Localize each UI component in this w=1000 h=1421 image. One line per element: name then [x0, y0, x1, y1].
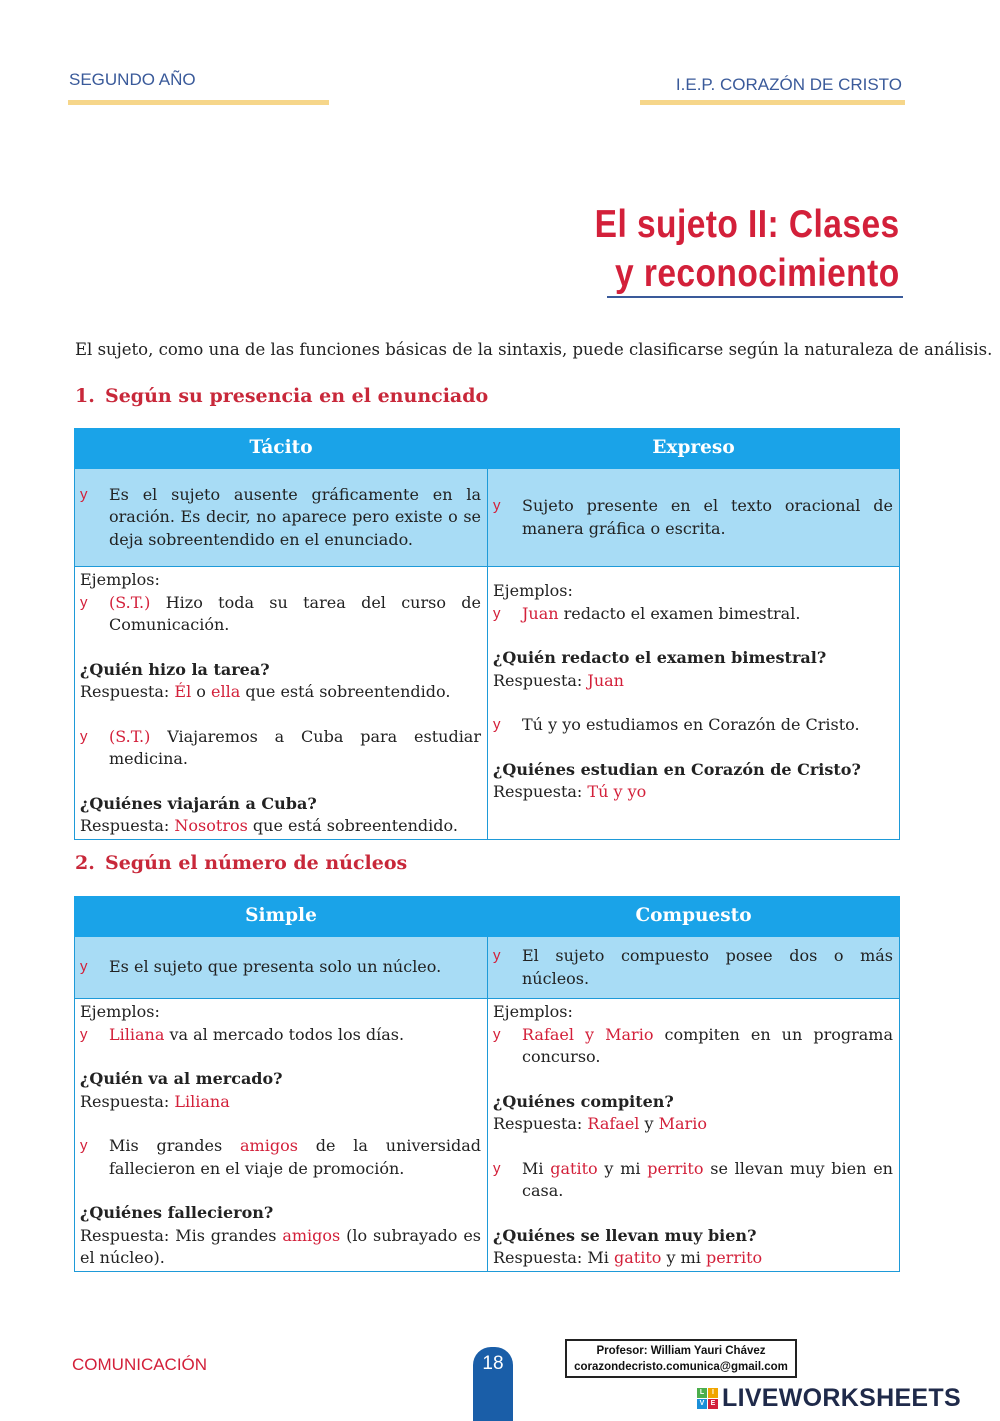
subject-highlight: amigos: [240, 1136, 298, 1155]
title-underline: [607, 296, 903, 298]
answer: Respuesta: Él o ella que está sobreentendido.: [80, 682, 451, 701]
footer-subject: COMUNICACIÓN: [72, 1355, 208, 1374]
page-title: [595, 200, 900, 298]
answer: Respuesta: Rafael y Mario: [493, 1114, 707, 1133]
section2-heading: [75, 852, 407, 874]
professor-email: corazondecristo.comunica@gmail.com: [574, 1361, 788, 1373]
bullet-icon: y: [80, 958, 88, 976]
page-title-line1: El sujeto II: Clases: [595, 203, 900, 246]
bullet-icon: y: [493, 947, 501, 964]
answer: Respuesta: Mi gatito y mi perrito: [493, 1248, 763, 1267]
bullet-icon: y: [493, 716, 501, 733]
examples-label: Ejemplos:: [493, 581, 573, 600]
bullet-icon: y: [80, 1137, 88, 1154]
section1-number: 1.: [75, 385, 95, 407]
answer: Respuesta: Mis grandes amigos (lo subrayado es el núcleo).: [80, 1225, 482, 1267]
section1-def-right-cell: [488, 469, 900, 567]
examples-label: Ejemplos:: [80, 570, 160, 589]
section1-col-tacito: Tácito: [75, 429, 488, 469]
bullet-icon: y: [493, 1159, 501, 1177]
definition-text: El sujeto compuesto posee dos o más núcleos.: [522, 946, 893, 988]
examples-label: Ejemplos:: [80, 1002, 160, 1021]
bullet-icon: y: [80, 485, 88, 503]
list-item: [80, 592, 481, 637]
answer: Respuesta: Nosotros que está sobreentendido.: [80, 816, 458, 835]
section1-examples-left: [75, 567, 488, 840]
question: ¿Quiénes compiten?: [493, 1091, 674, 1111]
section2-col-compuesto: Compuesto: [488, 897, 900, 937]
example-text: va al mercado todos los días.: [164, 1024, 405, 1044]
list-item: y Rafael y Mario compiten en un programa concurso.: [493, 1024, 893, 1069]
header-right-rule: [640, 100, 905, 105]
examples-label: Ejemplos:: [493, 1002, 573, 1021]
example-text: Viajaremos a Cuba para estudiar medicina.: [109, 726, 481, 768]
list-item: [493, 714, 893, 737]
example-text: Tú y yo estudiamos en Corazón de Cristo.: [522, 715, 860, 734]
section2-def-left-cell: [75, 937, 488, 999]
section1-examples-right: [488, 567, 900, 840]
liveworksheets-text: LIVEWORKSHEETS: [722, 1384, 961, 1412]
page-number: 18: [473, 1347, 513, 1421]
list-item: [80, 956, 481, 979]
question: ¿Quiénes viajarán a Cuba?: [80, 793, 317, 813]
example-text: redacto el examen bimestral.: [558, 603, 801, 623]
section1-table: [74, 428, 900, 840]
bullet-icon: y: [493, 497, 501, 514]
tacit-marker: (S.T.): [109, 592, 151, 612]
intro-paragraph: El sujeto, como una de las funciones básicas de la sintaxis, puede clasificarse según la naturaleza de análisis.: [75, 340, 993, 359]
section2-number: 2.: [75, 852, 95, 874]
list-item: [80, 1024, 481, 1047]
section2-table: [74, 896, 900, 1272]
bullet-icon: y: [493, 1025, 501, 1043]
question: ¿Quiénes fallecieron?: [80, 1203, 274, 1222]
question: ¿Quién va al mercado?: [80, 1069, 283, 1088]
list-item: y Mis grandes amigos de la universidad fallecieron en el viaje de promoción.: [80, 1135, 481, 1180]
professor-box: [565, 1339, 797, 1378]
list-item: [493, 603, 893, 626]
page-title-line2: y reconocimiento: [615, 252, 900, 295]
tacit-marker: (S.T.): [109, 726, 151, 746]
section1-def-left-cell: [75, 469, 488, 567]
subject-highlight: Liliana: [109, 1024, 165, 1044]
section1-heading: [75, 385, 488, 407]
example-text: Hizo toda su tarea del curso de Comunicación.: [109, 592, 481, 634]
question: ¿Quiénes estudian en Corazón de Cristo?: [493, 759, 861, 779]
bullet-icon: y: [493, 604, 501, 622]
header-grade: SEGUNDO AÑO: [69, 70, 196, 89]
list-item: y Mi gatito y mi perrito se llevan muy bien en casa.: [493, 1158, 893, 1203]
question: ¿Quiénes se llevan muy bien?: [493, 1225, 757, 1245]
liveworksheets-icon: L I V E: [697, 1388, 718, 1409]
answer: Respuesta: Liliana: [80, 1091, 230, 1111]
definition-text: Sujeto presente en el texto oracional de manera gráfica o escrita.: [522, 496, 893, 538]
section2-col-simple: Simple: [75, 897, 488, 937]
question: ¿Quién redacto el examen bimestral?: [493, 648, 827, 667]
section1-col-expreso: Expreso: [488, 429, 900, 469]
section2-def-right-cell: [488, 937, 900, 999]
answer: Respuesta: Tú y yo: [493, 782, 647, 801]
bullet-icon: y: [80, 727, 88, 745]
answer: Respuesta: Juan: [493, 670, 624, 690]
section2-examples-right: [488, 999, 900, 1272]
section2-examples-left: [75, 999, 488, 1272]
professor-name: Profesor: William Yauri Chávez: [596, 1345, 766, 1357]
question: ¿Quién hizo la tarea?: [80, 659, 270, 679]
list-item: [80, 484, 481, 552]
definition-text: Es el sujeto que presenta solo un núcleo.: [109, 957, 442, 977]
header-left-rule: [68, 100, 329, 105]
subject-highlight: Juan: [522, 603, 559, 623]
definition-text: Es el sujeto ausente gráficamente en la oración. Es decir, no aparece pero existe o se deja sobreentendido en el enunciado.: [109, 484, 481, 549]
section2-heading-text: Según el número de núcleos: [105, 852, 408, 874]
list-item: [493, 495, 893, 540]
bullet-icon: y: [80, 593, 88, 611]
header-school: I.E.P. CORAZÓN DE CRISTO: [675, 75, 902, 94]
list-item: [493, 945, 893, 990]
bullet-icon: y: [80, 1025, 88, 1043]
liveworksheets-logo[interactable]: [697, 1384, 961, 1413]
list-item: [80, 726, 481, 771]
section1-heading-text: Según su presencia en el enunciado: [105, 385, 489, 407]
